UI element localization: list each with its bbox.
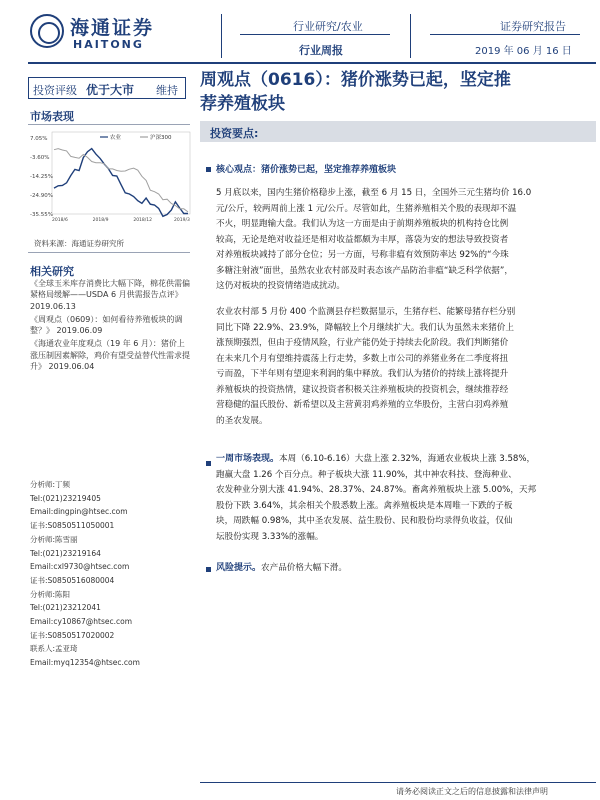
paragraph-line: 多糖注射液”面世，虽然农业农村部及时表态该产品防治非瘟“缺乏科学依据”，: [216, 265, 513, 276]
chart-lines: [54, 149, 188, 217]
key-points-bar: [200, 121, 596, 142]
header-right-rule: [430, 34, 580, 35]
header-bottom-rule: [28, 62, 596, 64]
x-tick-label: 2018/12: [133, 218, 153, 223]
paragraph-line: 在未来几个月有望维持震荡上行走势，多数上市公司的养猪业务在二季度将扭: [216, 353, 509, 364]
related-report-title: 《周观点（0609）：如何看待养殖板块的调整？》: [30, 314, 183, 336]
risk-label: 风险提示。: [216, 563, 262, 573]
related-report-title: 《海通农业年度观点（19 年 6 月）：猪价上涨压制因素解除，鸡价有望受益替代性需求提升》: [30, 339, 190, 372]
related-report-date: 2019.06.04: [46, 362, 95, 372]
related-report-title: 《全球玉米库存消费比大幅下降，棉花供需偏紧格局缓解——USDA 6 月供需报告点评》: [30, 279, 190, 300]
x-tick-label: 2018/9: [92, 218, 109, 223]
related-research-title: 相关研究: [30, 265, 74, 278]
related-report-date: 2019.06.09: [54, 326, 103, 336]
title-line-2: 荐养殖板块: [200, 94, 285, 114]
paragraph-line: 亏而盈，下半年则有望迎来利润的集中释放。我们认为猪价的持续上涨将提升: [216, 369, 509, 379]
logo-chinese: 海通证券: [70, 17, 155, 39]
key-points-title: 投资要点:: [210, 127, 259, 140]
brand-line: 证券研究报告: [500, 20, 566, 33]
analyst-contact-line: Tel:(021)23219405: [30, 493, 101, 503]
report-title: [200, 68, 590, 116]
x-tick-label: 2018/6: [52, 218, 68, 223]
rating-label: 投资评级: [33, 84, 77, 97]
market-performance-title: 市场表现: [30, 110, 74, 123]
analyst-contact-line: 证书:S0850516080004: [30, 575, 115, 585]
analyst-contact-line: 分析师:陈雪丽: [30, 534, 78, 544]
chart-source: 资料来源：海通证券研究所: [34, 239, 124, 248]
paragraph-line: 养殖板块的投资热情，建议投资者积极关注养殖板块的投资机会，继续推荐经: [216, 384, 509, 395]
paragraph-1: [216, 186, 582, 295]
analyst-contact-line: 证书:S0850517020002: [30, 630, 115, 640]
risk-block: [216, 560, 347, 573]
y-tick-label: -24.90%: [30, 193, 53, 199]
paragraph-line: 涨预期强烈，但由于疫情风险，行业产能仍处于持续去化阶段。我们判断猪价: [216, 338, 509, 348]
analyst-contact-line: 联系人:孟亚琦: [30, 644, 78, 654]
series-line-csi300: [54, 149, 188, 212]
bullet-icon: [206, 167, 211, 172]
report-date: 2019 年 06 月 16 日: [475, 46, 572, 57]
paragraph-line: 对养殖板块减持了部分仓位；另一方面，号称非瘟有效预防率达 92%的“今珠: [216, 250, 509, 260]
analyst-contact-line: Tel:(021)23212041: [30, 603, 101, 613]
y-tick-label: -35.55%: [30, 212, 53, 218]
header-mid-rule: [240, 34, 390, 35]
paragraph-line: 一周市场表现。本周（6.10-6.16）大盘上涨 2.32%，海通农业板块上涨 3.58%，: [216, 454, 536, 464]
related-report-date: 2019.06.13: [30, 301, 76, 311]
logo-english: HAITONG: [73, 38, 144, 51]
paragraph-line: 5 月底以来，国内生猪价格稳步上涨，截至 6 月 15 日，全国外三元生猪均价 16.0: [216, 188, 532, 198]
paragraph-line: 股份下跌 3.64%，其余相关个股悉数上涨。禽养殖板块是本周唯一下跌的子板: [216, 500, 513, 511]
core-view-label: 核心观点：猪价涨势已起，坚定推荐养殖板块: [216, 165, 397, 175]
chart-x-ticks: [52, 217, 190, 223]
analyst-contacts: [30, 478, 192, 670]
related-report-item[interactable]: [30, 338, 192, 372]
paragraph-line: 元/公斤，较两周前上涨 1 元/公斤。尽管如此，生猪养殖相关个股的表现却不温: [216, 203, 517, 214]
paragraph-line: 这仍对板块的投资情绪造成扰动。: [216, 281, 345, 291]
analyst-contact-line: Email:cy10867@htsec.com: [30, 617, 132, 627]
market-performance-chart: [30, 128, 194, 224]
paragraph-line: 农发种业分别大涨 41.94%、28.37%、24.87%。畜禽养殖板块上涨 5.00%，天邦: [216, 485, 537, 495]
paragraph-line: 较高，无论是绝对收益还是相对收益都颇为丰厚，落袋为安的想法导致投资者: [216, 234, 509, 245]
legend-label: 沪深300: [150, 135, 172, 141]
haitong-logo-seal: [30, 14, 64, 48]
title-line-1: 周观点（0616）：猪价涨势已起，坚定推: [200, 70, 511, 90]
paragraph-line: 同比下降 22.9%、23.9%，降幅较上个月继续扩大。我们认为虽然未来猪价上: [216, 322, 514, 333]
report-type: 行业周报: [299, 44, 343, 57]
report-category: 行业研究/农业: [293, 20, 363, 33]
analyst-contact-line: 分析师:丁频: [30, 480, 71, 489]
series-line-agriculture: [54, 149, 188, 217]
related-report-item[interactable]: [30, 314, 192, 337]
header-divider-1: [221, 14, 222, 58]
analyst-contact-line: Email:myq12354@htsec.com: [30, 658, 140, 668]
y-tick-label: -14.25%: [30, 174, 53, 180]
paragraph-line: 跑赢大盘 1.26 个百分点。种子板块大涨 11.90%，其中神农科技、登海种业、: [216, 469, 517, 480]
rating-action: 维持: [156, 84, 178, 97]
paragraph-2: [216, 305, 582, 429]
rating-value: 优于大市: [86, 83, 135, 97]
source-rule: [28, 252, 190, 253]
footer-disclaimer: 请务必阅读正文之后的信息披露和法律声明: [396, 787, 548, 796]
chart-y-ticks: [30, 136, 53, 218]
chart-legend: [100, 133, 172, 141]
related-research-list: [30, 278, 192, 374]
legend-label: 农业: [110, 135, 122, 141]
paragraph-3: [216, 452, 582, 545]
investment-rating: [28, 77, 186, 99]
risk-text: 农产品价格大幅下滑。: [261, 563, 347, 573]
footer-rule: [200, 782, 596, 783]
paragraph-line: 块，周跌幅 0.98%，其中圣农发展、益生股份、民和股份均录得负收益，仅仙: [216, 516, 513, 526]
analyst-contact-line: 证书:S0850511050001: [30, 521, 115, 531]
analyst-contact-line: Tel:(021)23219164: [30, 548, 101, 558]
y-tick-label: -3.60%: [30, 155, 50, 161]
analyst-contact-line: 分析师:陈阳: [30, 589, 71, 599]
paragraph-line: 农业农村部 5 月份 400 个监测县存栏数据显示，生猪存栏、能繁母猪存栏分别: [216, 307, 516, 317]
market-title-rule: [28, 124, 190, 125]
header-divider-2: [410, 14, 411, 58]
y-tick-label: 7.05%: [30, 136, 48, 142]
related-report-item[interactable]: [30, 278, 192, 312]
paragraph-line: 坛股份实现 3.33%的涨幅。: [216, 531, 324, 542]
x-tick-label: 2019/3: [174, 218, 190, 223]
analyst-contact-line: Email:dingpin@htsec.com: [30, 507, 128, 517]
bullet-icon: [206, 567, 211, 572]
weekly-market-label: 一周市场表现。: [216, 454, 280, 464]
paragraph-line: 营稳健的温氏股份、新希望以及主营黄羽鸡养殖的立华股份，主营白羽鸡养殖: [216, 400, 509, 410]
bullet-icon: [206, 461, 211, 466]
paragraph-line: 不火，明显跑输大盘。我们认为这一方面是由于前期养殖板块的机构持仓比例: [216, 219, 509, 229]
paragraph-line: 的圣农发展。: [216, 415, 268, 426]
analyst-contact-line: Email:cxl9730@htsec.com: [30, 562, 130, 572]
